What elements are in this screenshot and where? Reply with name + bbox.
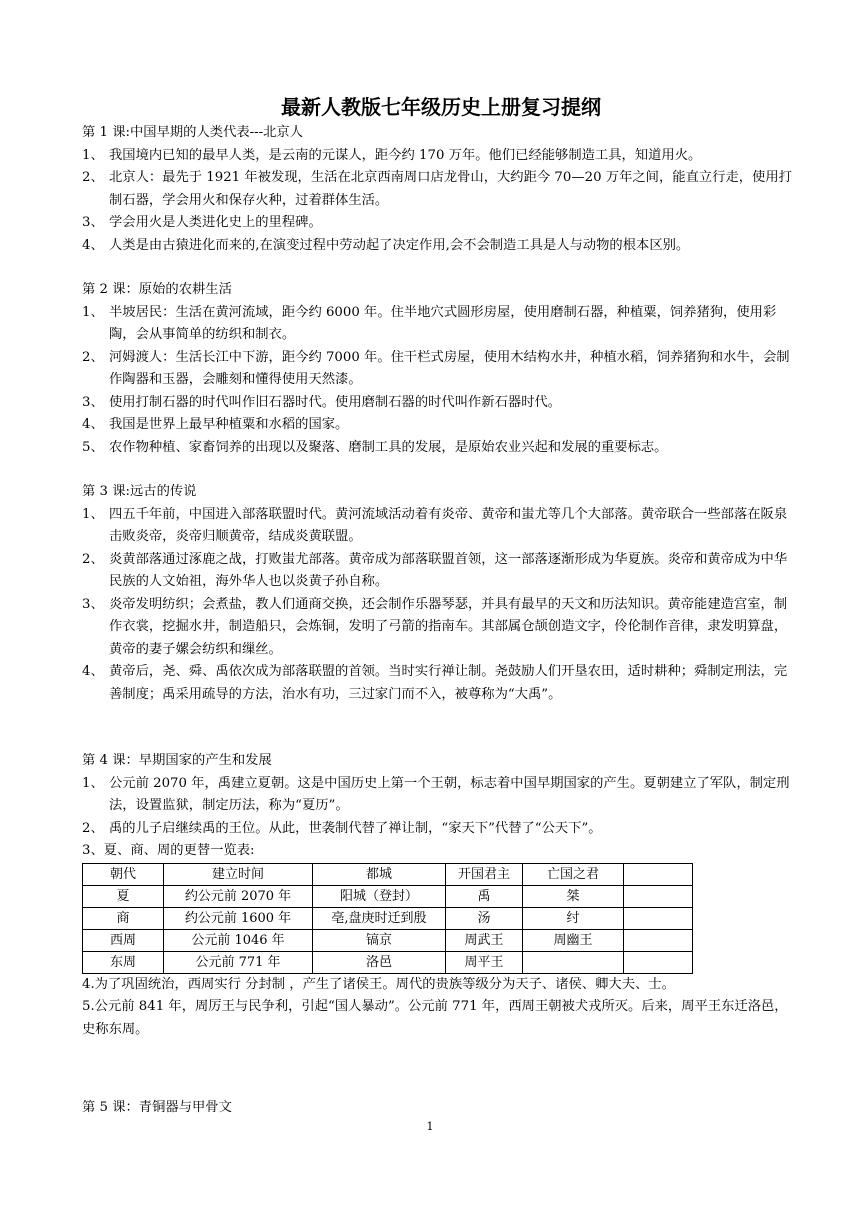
- table-cell: 约公元前 2070 年: [164, 885, 313, 907]
- list-item: [82, 661, 800, 706]
- table-row: [83, 929, 693, 951]
- lesson-3-heading: 第 3 课:远古的传说: [82, 484, 197, 499]
- table-header-cell: 朝代: [83, 863, 164, 885]
- item-number: 2、: [82, 820, 104, 836]
- item-text: 北京人：最先于 1921 年被发现，生活在北京西南周口店龙骨山，大约距今 70—20 万年之间，能直立行走，使用打制石器，学会用火和保存火种，过着群体生活。: [109, 170, 792, 208]
- table-header-cell: [624, 863, 693, 885]
- list-item: [82, 414, 800, 437]
- table-cell: 周幽王: [523, 929, 624, 951]
- table-cell: [523, 951, 624, 973]
- paragraph: 5.公元前 841 年，周厉王与民争利，引起“国人暴动”。公元前 771 年，西周王朝被犬戎所灭。后来，周平王东迁洛邑，史称东周。: [82, 999, 788, 1037]
- item-number: 2、: [82, 349, 104, 365]
- item-number: 4、: [82, 664, 104, 679]
- item-number: 4、: [82, 237, 104, 253]
- table-header-cell: 都城: [313, 863, 446, 885]
- item-text: 公元前 2070 年，禹建立夏朝。这是中国历史上第一个王朝，标志着中国早期国家的产生。夏朝建立了军队，制定刑法，设置监狱，制定历法，称为“夏历”。: [109, 775, 790, 813]
- item-number: 3、: [82, 596, 104, 612]
- item-number: 2、: [82, 551, 104, 567]
- item-text: 半坡居民：生活在黄河流域，距今约 6000 年。住半地穴式圆形房屋，使用磨制石器，种植粟，饲养猪狗，使用彩陶，会从事简单的纺织和制衣。: [109, 304, 777, 342]
- item-text: 炎黄部落通过涿鹿之战，打败蚩尤部落。黄帝成为部落联盟首领，这一部落逐渐形成为华夏族。炎帝和黄帝成为中华民族的人文始祖，海外华人也以炎黄子孙自称。: [109, 551, 788, 589]
- table-cell: 约公元前 1600 年: [164, 907, 313, 929]
- list-item: [82, 594, 800, 662]
- item-number: 1、: [82, 304, 104, 320]
- list-item: [82, 145, 800, 168]
- list-item: [82, 504, 800, 549]
- item-number: 1、: [82, 775, 104, 791]
- table-caption: 3、夏、商、周的更替一览表:: [82, 843, 255, 858]
- table-cell: 阳城（登封）: [313, 885, 446, 907]
- list-item: [82, 818, 800, 841]
- item-number: 5、: [82, 439, 104, 455]
- spacer: [82, 257, 800, 279]
- document-title: 最新人教版七年级历史上册复习提纲: [281, 95, 601, 119]
- item-number: 1、: [82, 147, 104, 163]
- table-cell: 桀: [523, 885, 624, 907]
- table-cell: [624, 885, 693, 907]
- item-text: 使用打制石器的时代叫作旧石器时代。使用磨制石器的时代叫作新石器时代。: [109, 394, 562, 410]
- item-text: 炎帝发明纺织；会煮盐，教人们通商交换，还会制作乐器琴瑟，并具有最早的天文和历法知识。黄帝能建造宫室，制作衣裳，挖掘水井，制造船只，会炼铜，发明了弓箭的指南车。其部属仓颉创造文字，伶伦制作音律，隶发明算盘，黄帝的妻子嫘会纺织和缫丝。: [109, 596, 788, 657]
- table-cell: 周平王: [446, 951, 523, 973]
- table-cell: 纣: [523, 907, 624, 929]
- table-cell: 商: [83, 907, 164, 929]
- list-item: [82, 302, 800, 347]
- table-header-cell: 开国君主: [446, 863, 523, 885]
- list-item: [82, 212, 800, 235]
- lesson-2-heading: 第 2 课：原始的农耕生活: [82, 282, 232, 297]
- list-item: [82, 167, 800, 212]
- dynasty-table: [82, 863, 693, 974]
- table-cell: 周武王: [446, 929, 523, 951]
- table-cell: 禹: [446, 885, 523, 907]
- lesson-5-heading: 第 5 课：青铜器与甲骨文: [82, 1100, 232, 1115]
- list-item: [82, 549, 800, 594]
- table-cell: 汤: [446, 907, 523, 929]
- item-text: 禹的儿子启继续禹的王位。从此，世袭制代替了禅让制，“家天下”代替了“公天下”。: [109, 820, 602, 836]
- table-cell: 夏: [83, 885, 164, 907]
- spacer: [82, 1041, 800, 1097]
- table-row: [83, 885, 693, 907]
- item-text: 四五千年前，中国进入部落联盟时代。黄河流域活动着有炎帝、黄帝和蚩尤等几个大部落。黄帝联合一些部落在阪泉击败炎帝，炎帝归顺黄帝，结成炎黄联盟。: [109, 506, 788, 544]
- list-item: [82, 773, 800, 818]
- table-header-row: [83, 863, 693, 885]
- table-cell: 公元前 771 年: [164, 951, 313, 973]
- table-cell: 洛邑: [313, 951, 446, 973]
- item-number: 4、: [82, 417, 104, 432]
- table-cell: 亳,盘庚时迁到殷: [313, 907, 446, 929]
- list-item: [82, 347, 800, 392]
- spacer: [82, 459, 800, 481]
- item-number: 1、: [82, 506, 104, 522]
- list-item: [82, 235, 800, 258]
- table-cell: [624, 951, 693, 973]
- table-cell: [624, 929, 693, 951]
- lesson-1-heading: 第 1 课:中国早期的人类代表---北京人: [82, 125, 304, 140]
- table-header-cell: 建立时间: [164, 863, 313, 885]
- table-header-cell: 亡国之君: [523, 863, 624, 885]
- item-number: 3、: [82, 394, 104, 410]
- list-item: [82, 437, 800, 460]
- item-text: 河姆渡人：生活长江中下游，距今约 7000 年。住干栏式房屋，使用木结构水井，种植水稻，饲养猪狗和水牛，会制作陶器和玉器，会雕刻和懂得使用天然漆。: [109, 349, 790, 387]
- page-number: 1: [426, 1120, 434, 1133]
- table-cell: [624, 907, 693, 929]
- item-number: 3、: [82, 215, 104, 230]
- table-cell: 西周: [83, 929, 164, 951]
- item-text: 黄帝后，尧、舜、禹依次成为部落联盟的首领。当时实行禅让制。尧鼓励人们开垦农田，适时耕种；舜制定刑法，完善制度；禹采用疏导的方法，治水有功，三过家门而不入，被尊称为“大禹”。: [109, 664, 788, 702]
- lesson-4-heading: 第 4 课：早期国家的产生和发展: [82, 753, 272, 768]
- table-row: [83, 951, 693, 973]
- item-number: 2、: [82, 170, 104, 185]
- spacer: [82, 706, 800, 750]
- table-cell: 公元前 1046 年: [164, 929, 313, 951]
- table-cell: 镐京: [313, 929, 446, 951]
- table-cell: 东周: [83, 951, 164, 973]
- table-row: [83, 907, 693, 929]
- list-item: [82, 392, 800, 415]
- item-text: 我国境内已知的最早人类，是云南的元谋人，距今约 170 万年。他们已经能够制造工具，知道用火。: [109, 147, 702, 163]
- paragraph: 4.为了巩固统治，西周实行 分封制 ，产生了诸侯王。周代的贵族等级分为天子、诸侯、卿大夫、士。: [82, 976, 675, 992]
- item-text: 人类是由古猿进化而来的,在演变过程中劳动起了决定作用,会不会制造工具是人与动物的根本区别。: [109, 237, 690, 253]
- item-text: 我国是世界上最早种植粟和水稻的国家。: [109, 417, 349, 432]
- item-text: 农作物种植、家畜饲养的出现以及聚落、磨制工具的发展，是原始农业兴起和发展的重要标志。: [109, 439, 668, 455]
- item-text: 学会用火是人类进化史上的里程碑。: [109, 215, 322, 230]
